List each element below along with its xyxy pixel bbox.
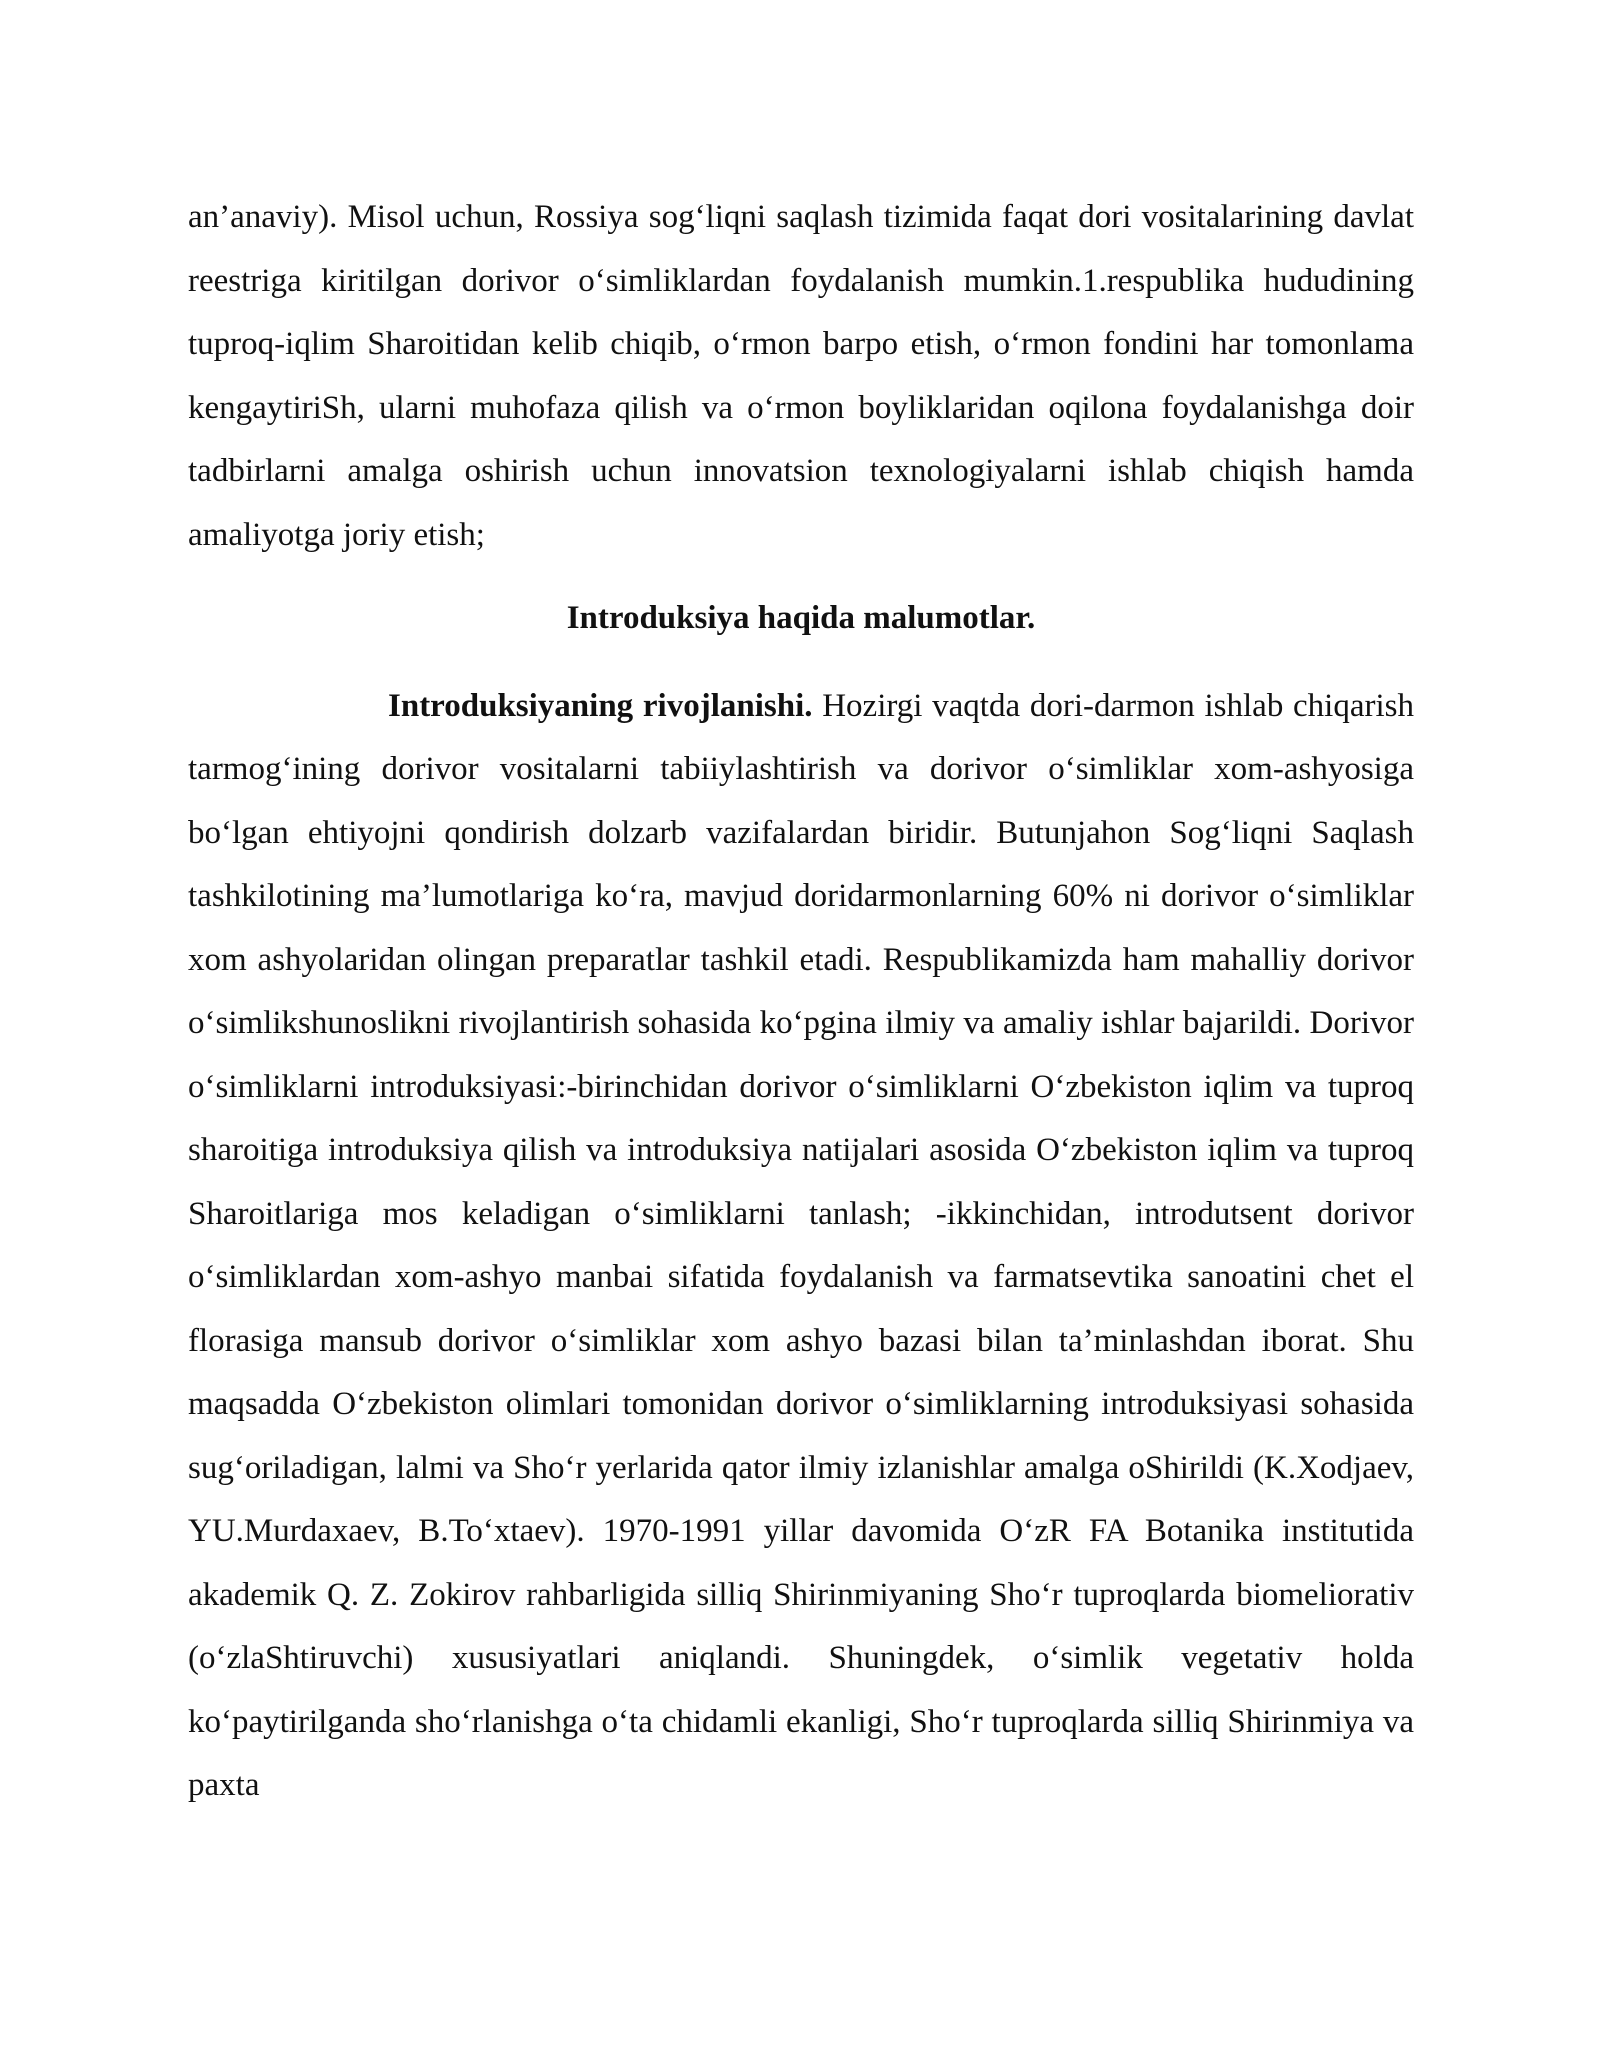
paragraph-intro: an’anaviy). Misol uchun, Rossiya sog‘liqni saqlash tizimida faqat dori vositalarining davlat reestriga kiritilgan dorivor o‘simliklardan foydalanish mumkin.1.respublika hududining tuproq-iqlim Sharoitidan kelib chiqib, o‘rmon barpo etish, o‘rmon fondini har tomonlama kengaytiriSh, ularni muhofaza qilish va o‘rmon boyliklaridan oqilona foydalanishga doir tadbirlarni amalga oshirish uchun innovatsion texnologiyalarni ishlab chiqish hamda amaliyotga joriy etish; <box>188 199 1414 553</box>
paragraph-lead-title: Introduksiyaning rivojlanishi. <box>388 687 813 724</box>
section-heading: Introduksiya haqida malumotlar. <box>566 600 1036 636</box>
paragraph-body-text: Hozirgi vaqtda dori-darmon ishlab chiqarish tarmog‘ining dorivor vositalarni tabiiylashtirish va dorivor o‘simliklar xom-ashyosiga bo‘lgan ehtiyojni qondirish dolzarb vazifalardan biridir. Butunjahon Sog‘liqni Saqlash tashkilotining ma’lumotlariga ko‘ra, mavjud doridarmonlarning 60% ni dorivor o‘simliklar xom ashyolaridan olingan preparatlar tashkil etadi. Respublikamizda ham mahalliy dorivor o‘simlikshunoslikni rivojlantirish sohasida ko‘pgina ilmiy va amaliy ishlar bajarildi. Dorivor o‘simliklarni introduksiyasi:-birinchidan dorivor o‘simliklarni O‘zbekiston iqlim va tuproq sharoitiga introduksiya qilish va introduksiya natijalari asosida O‘zbekiston iqlim va tuproq Sharoitlariga mos keladigan o‘simliklarni tanlash; -ikkinchidan, introdutsent dorivor o‘simliklardan xom-ashyo manbai sifatida foydalanish va farmatsevtika sanoatini chet el florasiga mansub dorivor o‘simliklar xom ashyo bazasi bilan ta’minlashdan iborat. Shu maqsadda O‘zbekiston olimlari tomonidan dorivor o‘simliklarning introduksiyasi sohasida sug‘oriladigan, lalmi va Sho‘r yerlarida qator ilmiy izlanishlar amalga oShirildi (K.Xodjaev, YU.Murdaxaev, B.To‘xtaev). 1970-1991 yillar davomida O‘zR FA Botanika institutida akademik Q. Z. Zokirov rahbarligida silliq Shirinmiyaning Sho‘r tuproqlarda biomeliorativ (o‘zlaShtiruvchi) xususiyatlari aniqlandi. Shuningdek, o‘simlik vegetativ holda ko‘paytirilganda sho‘rlanishga o‘ta chidamli ekanligi, Sho‘r tuproqlarda silliq Shirinmiya va paxta <box>188 687 1414 1803</box>
paragraph-development <box>188 675 1414 1818</box>
document-page <box>188 186 1414 1818</box>
